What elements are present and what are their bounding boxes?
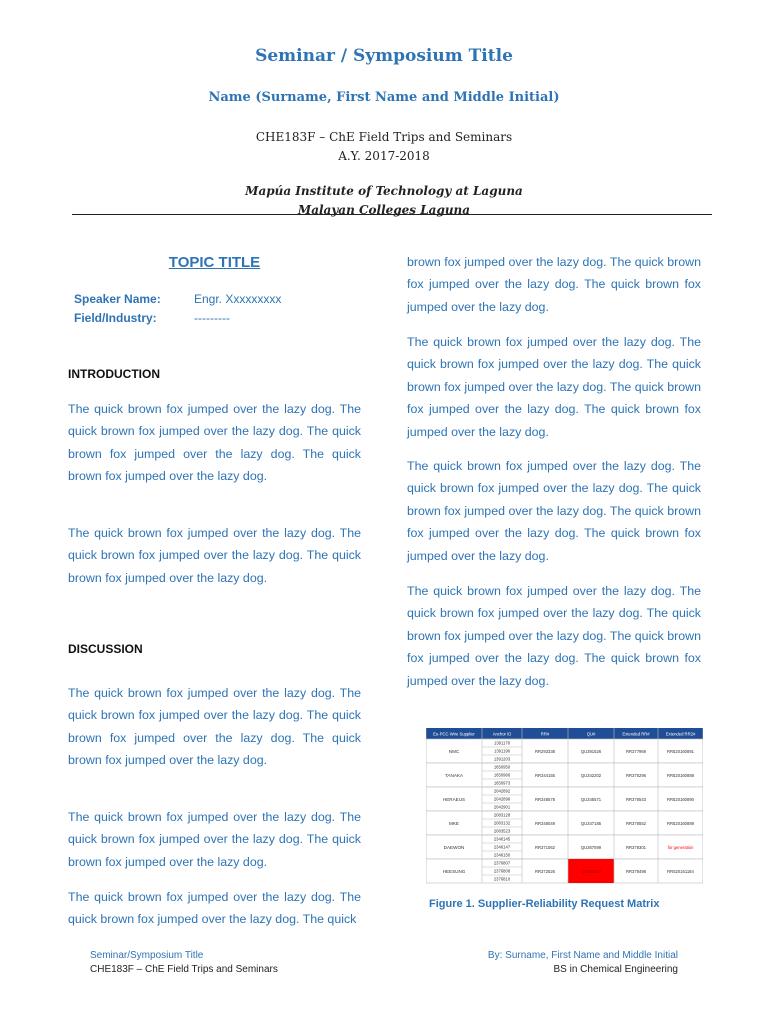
anchor-id-cell: 2042901 [493,804,511,810]
anchor-id-cell: 1391178 [494,740,510,746]
table-cell: RR346578 [534,796,556,802]
table-row [426,835,703,859]
right-paragraph-2: The quick brown fox jumped over the lazy dog. The quick brown fox jumped over the lazy dog. The quick brown fox jumped over the lazy dog. The quick brown fox jumped over the lazy dog. The quick brown fox jumped over the lazy dog. [407,335,701,439]
anchor-id-cell: 2083523 [493,828,511,834]
topic-title: TOPIC TITLE [168,254,261,271]
anchor-id-cell: 2376810 [493,876,511,882]
table-cell: for generation [667,844,694,850]
college-name: Malayan Colleges Laguna [297,203,471,217]
table-cell: QU345571 [580,796,602,802]
discussion-heading: DISCUSSION [68,642,143,656]
table-cell: RR372526 [534,868,556,874]
table-cell: QU391526 [580,748,602,754]
supplier-cell: DAEWON [443,844,465,850]
speaker-value: Engr. Xxxxxxxxx [194,292,282,306]
table-header-cell: Anchor ID [492,731,512,737]
author-name: Name (Surname, First Name and Middle Initial) [208,90,560,105]
table-cell: RR520160891 [666,748,695,754]
table-cell: RR378498 [625,868,647,874]
anchor-id-cell: 2083128 [493,812,511,818]
table-row [426,739,703,763]
introduction-heading: INTRODUCTION [68,367,160,381]
table-header-cell: QU# [586,731,596,737]
figure-caption: Figure 1. Supplier-Reliability Request Matrix [429,898,660,910]
field-value: --------- [194,311,230,325]
intro-paragraph-2: The quick brown fox jumped over the lazy dog. The quick brown fox jumped over the lazy dog. The quick brown fox jumped over the lazy dog. [68,526,361,585]
table-cell: QU347185 [580,820,602,826]
discussion-paragraph-2: The quick brown fox jumped over the lazy dog. The quick brown fox jumped over the lazy dog. The quick brown fox jumped over the lazy dog. [68,810,361,869]
footer-course: CHE183F – ChE Field Trips and Seminars [90,964,278,975]
anchor-id-cell: 2083132 [493,820,511,826]
footer-seminar-title: Seminar/Symposium Title [90,950,204,961]
table-header-cell: RR# [540,731,550,737]
institute-name: Mapúa Institute of Technology at Laguna [245,184,523,198]
table-row [426,811,703,835]
anchor-id-cell: 1650973 [493,780,511,786]
field-label: Field/Industry: [74,311,157,325]
footer-right [488,949,678,977]
supplier-cell: MKE [449,820,459,826]
anchor-id-cell: 2346145 [493,836,511,842]
table-row [426,763,703,787]
table-cell: RR376552 [625,820,647,826]
footer-author: By: Surname, First Name and Middle Initial [487,950,678,961]
anchor-id-cell: 2346150 [493,852,511,858]
anchor-id-cell: 2346147 [493,844,511,850]
anchor-id-cell: 2042892 [493,788,511,794]
table-cell: RR375296 [625,772,647,778]
table-header-cell: Extended RR# [622,731,650,737]
supplier-cell: HERAEUS [442,796,466,802]
footer-program: BS in Chemical Engineering [553,964,678,975]
table-cell: QU342202 [580,772,602,778]
table-cell: RR520160889 [666,820,695,826]
course-info [0,128,768,166]
table-cell: RR344155 [534,772,556,778]
table-header-cell: Extended RR2# [665,731,696,737]
table-cell: RR378301 [625,844,647,850]
table-cell: QU367599 [580,844,602,850]
anchor-id-cell: 2042896 [493,796,511,802]
table-cell: RR371062 [534,844,556,850]
anchor-id-cell: 1650966 [493,772,511,778]
speaker-info [74,292,281,330]
right-paragraph-4: The quick brown fox jumped over the lazy dog. The quick brown fox jumped over the lazy dog. The quick brown fox jumped over the lazy dog. The quick brown fox jumped over the lazy dog. The quick brown fox jumped over the lazy dog. [407,584,701,688]
table-header-cell: Ee-PCC Wire Supplier [433,731,475,737]
table-cell: RR520160890 [666,796,695,802]
table-cell: RR348049 [534,820,556,826]
academic-year: A.Y. 2017-2018 [338,149,430,163]
table-cell: RR293338 [534,748,556,754]
header-divider [72,214,712,215]
supplier-matrix-table [426,728,703,893]
footer-left [90,949,278,977]
table-row [426,859,703,883]
seminar-title: Seminar / Symposium Title [255,46,513,66]
discussion-paragraph-1: The quick brown fox jumped over the lazy dog. The quick brown fox jumped over the lazy dog. The quick brown fox jumped over the lazy dog. The quick brown fox jumped over the lazy dog. [68,686,361,768]
right-paragraph-3: The quick brown fox jumped over the lazy dog. The quick brown fox jumped over the lazy dog. The quick brown fox jumped over the lazy dog. The quick brown fox jumped over the lazy dog. The quick brown fox jumped over the lazy dog. [407,459,701,563]
table-cell: RR520160888 [666,772,695,778]
speaker-row [74,292,281,311]
right-paragraph-1: brown fox jumped over the lazy dog. The quick brown fox jumped over the lazy dog. The quick brown fox jumped over the lazy dog. [407,255,701,314]
anchor-id-cell: 1650950 [493,764,511,770]
table-row [426,787,703,811]
table-cell: RR520161184 [667,868,694,874]
speaker-label: Speaker Name: [74,292,161,306]
course-title: CHE183F – ChE Field Trips and Seminars [255,130,513,144]
table-cell: RR376543 [625,796,647,802]
intro-paragraph-1: The quick brown fox jumped over the lazy dog. The quick brown fox jumped over the lazy dog. The quick brown fox jumped over the lazy dog. The quick brown fox jumped over the lazy dog. [68,402,361,484]
table-cell: QU372420 [580,868,602,874]
discussion-paragraph-3: The quick brown fox jumped over the lazy dog. The quick brown fox jumped over the lazy dog. The quick [68,890,361,927]
field-row [74,311,281,330]
supplier-cell: NMC [448,748,460,754]
table-cell: RR377969 [625,748,647,754]
anchor-id-cell: 2376808 [493,868,511,874]
anchor-id-cell: 1391196 [494,748,510,754]
anchor-id-cell: 1391203 [493,756,511,762]
supplier-cell: TANAKA [444,772,464,778]
anchor-id-cell: 2376807 [493,860,511,866]
supplier-cell: HEESUNG [442,868,466,874]
